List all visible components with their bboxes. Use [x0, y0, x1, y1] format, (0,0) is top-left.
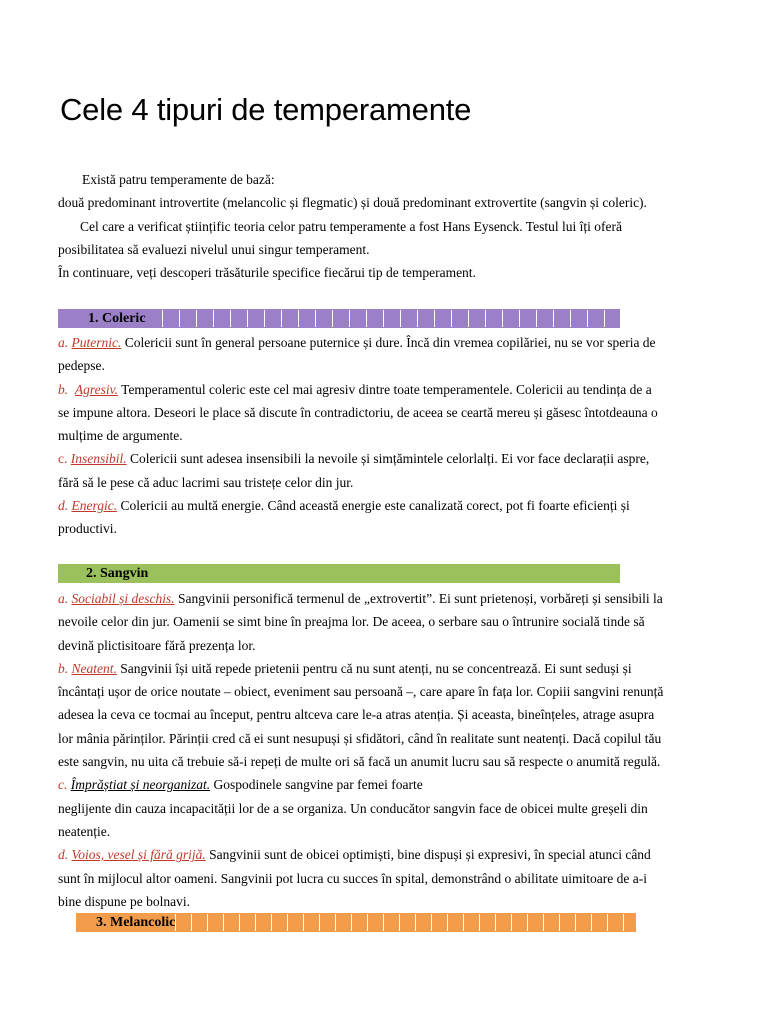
item-text: mulțime de argumente. [58, 428, 183, 444]
intro-line: Cel care a verificat științific teoria celor patru temperamente a fost Hans Eysenck. Testul lui îți oferă [80, 218, 622, 234]
section-heading-melancolic: 3. Melancolic [96, 914, 176, 930]
section-heading-bar-melancolic [76, 913, 636, 932]
item-text: Sangvinii personifică termenul de „extrovertit”. Ei sunt prietenoși, vorbăreți și sensibili la [178, 591, 663, 606]
intro-line: Există patru temperamente de bază: [82, 172, 275, 187]
item-text: Temperamentul coleric este cel mai agresiv dintre toate temperamentele. Colericii au tendința de a [121, 381, 652, 397]
item-text: Colericii au multă energie. Când această energie este canalizată corect, pot fi foarte eficienți și [120, 498, 630, 514]
page-title: Cele 4 tipuri de temperamente [60, 92, 472, 127]
section-heading-sangvin: 2. Sangvin [86, 565, 149, 581]
item-term: Împrăștiat și neorganizat. [70, 777, 211, 793]
item-letter: a. [58, 591, 69, 606]
item-text: lor mânia părinților. Părinții cred că ei sunt nesupuși și sfidători, când în realitate sunt neatenți. Dacă copilul tău [58, 730, 662, 746]
list-item [58, 843, 738, 913]
item-term: Neatent. [71, 660, 117, 676]
item-letter: d. [58, 847, 69, 863]
item-text: bine dispune pe bolnavi. [58, 893, 190, 909]
item-term: Agresiv. [74, 381, 118, 397]
item-letter: c. [58, 451, 68, 467]
item-term: Energic. [71, 498, 118, 514]
item-text: fără să le pese că aduc lacrimi sau tristețe celor din jur. [58, 474, 354, 490]
item-text: Gospodinele sangvine par femei foarte [213, 777, 423, 793]
intro-line: În continuare, veți descoperi trăsăturile specifice fiecărui tip de temperament. [58, 265, 476, 281]
item-text: pedepse. [58, 358, 105, 374]
item-text: productivi. [58, 521, 117, 537]
item-text: încântați ușor de orice noutate – obiect, eveniment sau persoană –, care apare în fața lor. Copiii sangvini renunță [58, 684, 664, 700]
item-text: neatenție. [58, 823, 111, 839]
item-term: Puternic. [71, 335, 122, 350]
item-text: neglijente din cauza incapacității lor de a se organiza. Un conducător sangvin face de obicei multe greșeli din [58, 800, 648, 816]
item-text: sunt în mijlocul altor oameni. Sangvinii pot lucra cu succes în spital, demonstrând o abilitate uimitoare de a-i [58, 870, 647, 886]
item-text: adesea la ceva ce tocmai au început, pentru altceva care le-a atras atenția. Și aceasta, bineînțeles, atrage asupra [58, 707, 655, 723]
item-text: Colericii sunt în general persoane puternice și dure. Încă din vremea copilăriei, nu se vor speria de [124, 335, 656, 350]
item-letter: c. [58, 777, 68, 793]
item-text: se impune altora. Deseori le place să discute în contradictoriu, de aceea se ceartă mereu și găsesc întotdeauna o [58, 404, 658, 420]
table-cells-decoration [175, 914, 636, 931]
item-letter: a. [58, 335, 69, 350]
item-letter: b. [58, 381, 69, 397]
section-body-sangvin [58, 587, 738, 913]
section-heading-bar-sangvin [58, 564, 620, 583]
item-letter: b. [58, 660, 69, 676]
item-text: Colericii sunt adesea insensibili la nevoile și simțămintele celorlalți. Ei vor face declarații aspre, [130, 451, 650, 467]
list-item [58, 331, 738, 378]
list-item [58, 447, 738, 494]
item-term: Sociabil și deschis. [71, 591, 175, 606]
section-heading-bar-coleric [58, 309, 620, 328]
intro-line: două predominant introvertite (melancolic și flegmatic) și două predominant extrovertite (sangvin și coleric). [58, 195, 647, 211]
item-text: nevoile celor din jur. Oamenii se simt bine în preajma lor. De aceea, o serbare sau o întrunire socială tinde să [58, 614, 645, 630]
item-letter: d. [58, 498, 69, 514]
item-text: Sangvinii își uită repede prietenii pentru că nu sunt atenți, nu se concentrează. Ei sunt seduși și [120, 660, 632, 676]
intro-line: posibilitatea să evaluezi nivelul unui singur temperament. [58, 241, 370, 257]
item-term: Insensibil. [70, 451, 127, 467]
list-item [58, 657, 738, 773]
intro-paragraph [58, 168, 728, 284]
list-item [58, 378, 738, 448]
list-item [58, 773, 738, 843]
item-text: Sangvinii sunt de obicei optimiști, bine dispuși și expresivi, în special atunci când [209, 847, 651, 863]
table-cells-decoration [146, 310, 620, 327]
list-item [58, 587, 738, 657]
item-text: devină plictisitoare fără prezența lor. [58, 637, 256, 653]
item-term: Voios, vesel și fără grijă. [71, 847, 206, 863]
item-text: este sangvin, nu uita că trebuie să-i repeți de multe ori să facă un anumit lucru sau să respecte o anumită regulă. [58, 754, 661, 770]
list-item [58, 494, 738, 541]
section-body-coleric [58, 331, 738, 541]
section-heading-coleric: 1. Coleric [88, 310, 146, 326]
